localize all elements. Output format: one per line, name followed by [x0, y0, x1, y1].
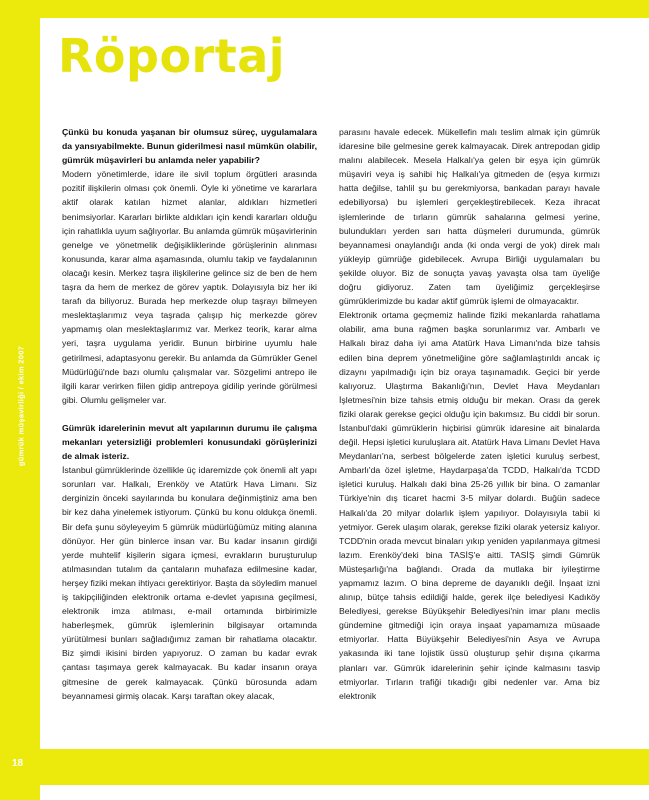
page-number: 18: [12, 758, 24, 769]
interview-answer-continued: parasını havale edecek. Mükellefin malı teslim almak için gümrük idaresine bile gelmesine gerek kalmayacak. Direk antrepodan gidip malını alabilecek. Mesela Halkalı'ya gelen bir eşya için gümrük müşaviri veya iş sahibi hiç Halkalı'ya gitmeden de (eşya kırmızı hatta değilse, tahlil şu bu gerekmiyorsa, bankadan parayı havale edebiliyorsa) bu işlemleri gerçekleştirebilecek. Keza ihracat işlemlerinde de tırların gümrük sahalarına gelmesi yerine, bulundukları yerden sarı hatta düşmeleri durumunda, gümrük beyannamesi onaylandığı anda (ki onda vergi de yok) direk malı yükleyip gümrüğe gidebilecek. Avrupa Birliği uygulamaları bu şekilde oluyor. Biz de sonuçta yavaş yavaşta olsa tam üyeliğe doğru gidiyoruz. Zaten tam üyeliğimiz gerçekleşirse gümrüklerimizde bu kadar aktif gümrük işlemi de olmayacaktır.: [339, 127, 600, 307]
issue-side-label: gümrük müşavirliği / ekim 2007: [16, 345, 26, 467]
page-title: Röportaj: [58, 29, 286, 83]
interview-answer: Modern yönetimlerde, idare ile sivil toplum örgütleri arasında pozitif ilişkilerin olması çok önemli. Öyle ki yönetime ve kararlara aktif olarak katılan hizmet alanlar, aldıkları hizmetleri benimsiyorlar. Kararları birlikte aldıkları için kendi kararları olduğu için rahatlıkla uyum sağlıyorlar. Bu anlamda gümrük müşavirlerinin genelge ve yönetmelik değişikliklerinde görüşlerinin alınması konusunda, karar alma aşamasında, olumlu takip ve faydalanının olacağı kesin. Merkez taşra ilişkilerine gelince siz de ben de hem taşra da hem de merkez de görev yaptık. Dolayısıyla biz her iki tarafı da biliyoruz. Burada hep merkezde olup taşrayı bilmeyen meslektaşlarımız veya taşrada çalışıp hiç merkezde görev yapmamış olan meslektaşlarımız var. Merkez teorik, karar alma yeri, taşra uygulama yeridir. Bunun birbirine uyumlu hale getirilmesi, adaptasyonu gerekir. Bu anlamda da Gümrükler Genel Müdürlüğü'nde bazı olumlu çalışmalar var. Sözgelimi antrepo ile ilgili karar verirken fiilen gidip antrepoya gidilip yerinde görülmesi gibi. Olumlu gelişmeler var.: [62, 169, 317, 405]
interview-answer-continued: Elektronik ortama geçmemiz halinde fiziki mekanlarda rahatlama olabilir, ama buna rağmen başka sorunlarımız var. Ambarlı ve Halkalı biraz daha iyi ama Atatürk Hava Limanı'nda bize tahsis edilen bina deprem yönetmeliğine göre sağlamlaştırıldı ancak iç dizaynı yapılmadığı için biz oraya taşınamadık. Geçici bir yerde kalıyoruz. Ulaştırma Bakanlığı'nın, Devlet Hava Meydanları İşletmesi'nin bize tahsis etmiş olduğu bir mekan. Orası da gerek fiziki olarak gerekse geçici olduğu için bakımsız. Bu ciddi bir sorun. İstanbul'daki gümrüklerin hiçbirisi gümrük idaresine ait binalarda değil. Hepsi işletici kuruluşlara ait. Atatürk Hava Limanı Devlet Hava Meydanları'na, serbest bölgelerde zaten işletici kuruluş serbest, Ambarlı'da özel işletme, Haydarpaşa'da TCDD, Halkalı'da TCDD işletici kuruluş. Halkalı daki bina 25-26 yıllık bir bina. O zamanlar Türkiye'nin dış ticaret hacmi 3-5 milyar dolardı. Buğün sadece Halkalı'da 20 milyar dolarlık işlem yapılıyor. Dolayısıyla tabii ki yetmiyor. Gerek ulaşım olarak, gerekse fiziki olarak yetersiz kalıyor. TCDD'nin orada mevcut binaları yıkıp yeniden yapılanmaya gitmesi lazım. Erenköy'deki bina TASİŞ'e aitti. TASİŞ şimdi Gümrük Müsteşarlığı'na bağlandı. Orada da mutlaka bir iyileştirme yapmamız lazım. O bina depreme de dayanıklı değil. İnşaat izni alınıp, bütçe tahsis edildiği halde, gerek ilçe belediyesi Kadıköy Belediyesi, gerekse Büyükşehir Belediyesi'nin imar planı meclis gündemine gitmediği için oraya inşaat yapamamıza müsaade etmiyorlar. Hatta Büyükşehir Belediyesi'nin Asya ve Avrupa yakasında iki tane lojistik üssü oluşturup şehir dışına çıkarma planları var. Gümrük idarelerinin şehir içinde kalmasını tasvip etmiyorlar. Tırların trafiği tıkadığı gibi nedenler var. Ama biz elektronik: [339, 310, 600, 701]
interview-question: Çünkü bu konuda yaşanan bir olumsuz süreç, uygulamalara da yansıyabilmekte. Bunun giderilmesi nasıl mümkün olabilir, gümrük müşavirleri bu anlamda neler yapabilir?: [62, 127, 317, 166]
interview-answer: İstanbul gümrüklerinde özellikle üç idaremizde çok önemli alt yapı sorunları var. Halkalı, Erenköy ve Atatürk Hava Limanı. Siz derginizin önceki sayılarında bu konulara değinmiştiniz ama ben bir kez daha yinelemek istiyorum. Çünkü bu konu oldukça önemli. Bir defa şunu söyleyeyim 5 gümrük müdürlüğümüz miting alanına dönüyor. Her gün binlerce insan var. Bu kadar insanın girdiği yerde muhtelif kişilerin sigara içmesi, evrakların buruşturulup atılmasından tutalım da çantaların muhafaza edilmesine kadar, herşey fiziki mekan ihtiyacı gerektiriyor. Başta da söyledim manuel iş takipçiliğinden elektronik ortama e-devlet yapısına geçilmesi, elektronik imza atılması, e-mail ortamında birbirimizle haberleşmek, gümrük işlemlerinin bilgisayar ortamında yürütülmesi bunları sağladığımız zaman bir rahatlama olacaktır. Biz şimdi ikisini birden yapıyoruz. O zaman bu kadar evrak çantası taşımaya gerek kalmayacak. Bu kadar insanın oraya gitmesine de gerek kalmayacak. Çünkü bürosunda adam beyannamesi girmiş olacak. Karşı taraftan okey alacak,: [62, 465, 317, 701]
article-column-left: [62, 125, 317, 703]
bottom-accent-bar: [0, 749, 649, 785]
interview-question: Gümrük idarelerinin mevut alt yapılarının durumu ile çalışma mekanları yetersizliği problemleri konusundaki görüşlerinizi de almak isteriz.: [62, 422, 317, 462]
top-accent-bar: [0, 0, 649, 18]
paragraph-spacer: [62, 407, 317, 421]
article-column-right: [339, 125, 600, 703]
